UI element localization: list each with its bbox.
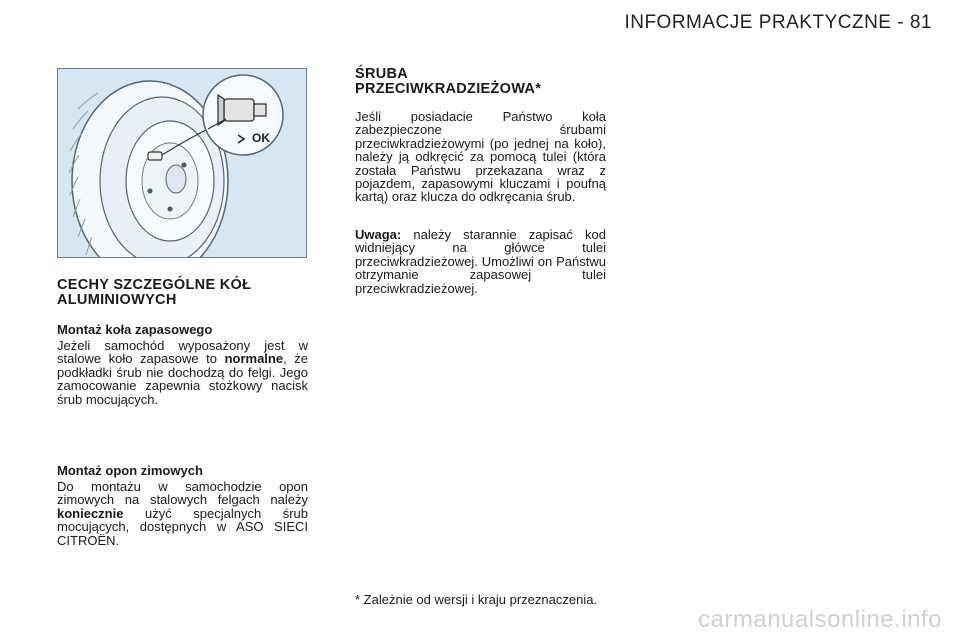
- wheel-illustration: [57, 68, 307, 258]
- watermark: carmanualsonline.info: [698, 606, 942, 633]
- paragraph-note: Uwaga: należy starannie zapisać kod widniejący na główce tulei przeciwkradzieżowej. Umożliwi on Państwu otrzymanie zapasowej tulei przeciwkradzieżowej.: [355, 227, 606, 296]
- ok-label: OK: [252, 131, 270, 145]
- paragraph-anti-theft-bolt: Jeśli posiadacie Państwo koła zabezpieczone śrubami przeciwkradzieżowymi (po jednej na koło), należy ją odkręcić za pomocą tulei (która została Państwu przekazana wraz z pojazdem, zapasowymi kluczami i poufną kartą) oraz klucza do odkręcania śrub.: [355, 109, 606, 205]
- wheel-drawing: [58, 69, 306, 257]
- subtitle-spare-wheel: Montaż koła zapasowego: [57, 322, 213, 337]
- section-title-alloy-wheels: CECHY SZCZEGÓLNE KÓŁ ALUMINIOWYCH: [57, 277, 252, 308]
- paragraph-spare-wheel: Jeżeli samochód wyposażony jest w stalowe koło zapasowe to normalne, że podkładki śrub nie dochodzą do felgi. Jego zamocowanie zapewnia stożkowy nacisk śrub mocujących.: [57, 338, 308, 407]
- footnote: * Zależnie od wersji i kraju przeznaczenia.: [355, 592, 598, 607]
- subtitle-winter-tyres: Montaż opon zimowych: [57, 463, 203, 478]
- page-header: INFORMACJE PRAKTYCZNE - 81: [624, 12, 932, 33]
- paragraph-winter-tyres: Do montażu w samochodzie opon zimowych na stalowych felgach należy koniecznie użyć specjalnych śrub mocujących, dostępnych w ASO SIECI CITROËN.: [57, 479, 308, 548]
- section-title-anti-theft-bolt: ŚRUBA PRZECIWKRADZIEŻOWA*: [355, 66, 542, 97]
